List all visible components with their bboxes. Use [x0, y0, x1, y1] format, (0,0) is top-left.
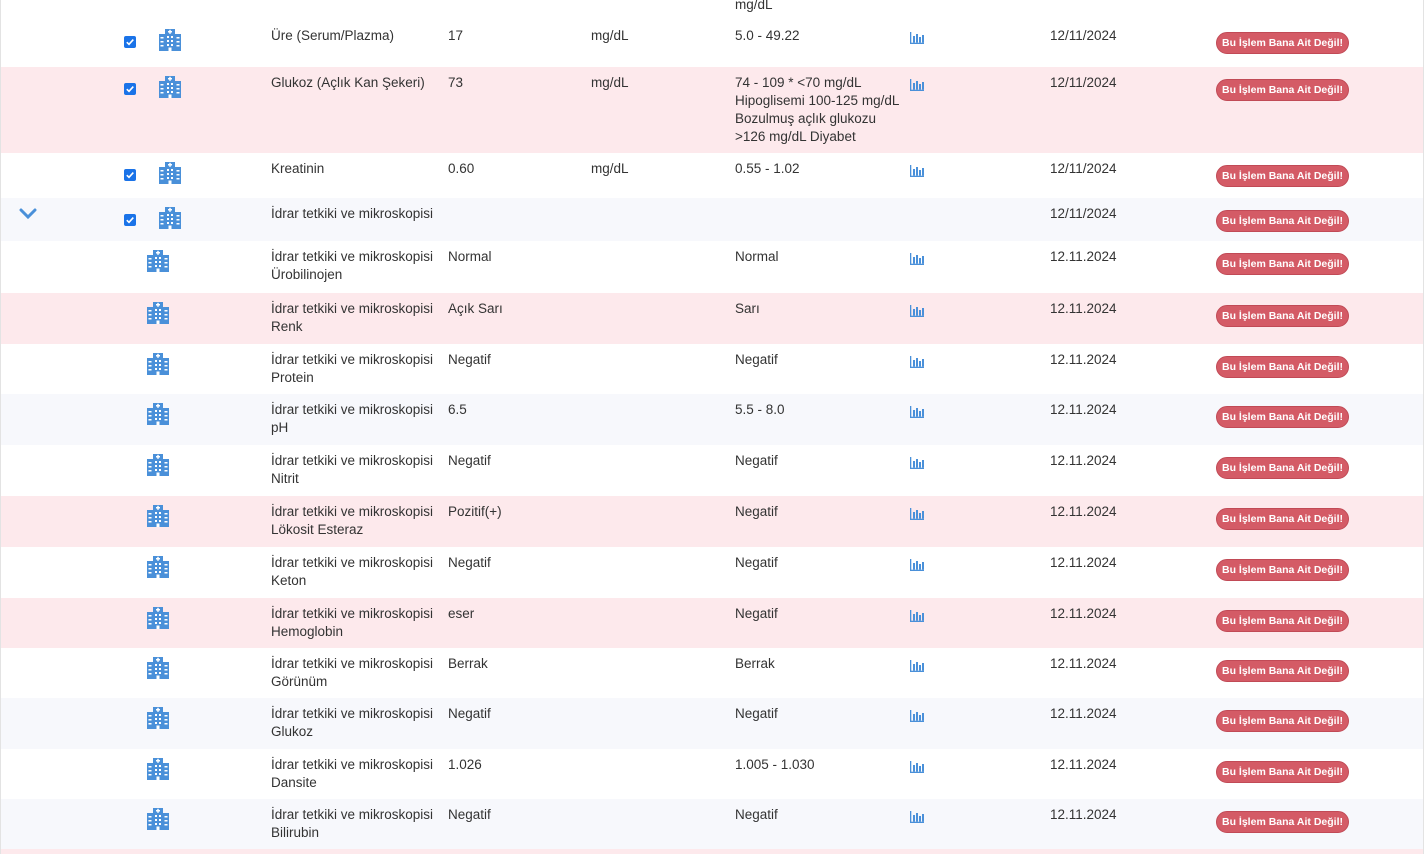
- hospital-building-icon: [146, 807, 170, 831]
- reference-range: Negatif: [735, 555, 778, 570]
- test-name: İdrar tetkiki ve mikroskopisi Ürobilinojen: [271, 249, 434, 282]
- reference-range: Berrak: [735, 656, 775, 671]
- result-value: 6.5: [448, 402, 467, 417]
- test-name: İdrar tetkiki ve mikroskopisi Bilirubin: [271, 807, 434, 840]
- result-value: eser: [448, 606, 475, 621]
- result-date: 12/11/2024: [1050, 161, 1117, 176]
- bar-chart-icon[interactable]: [910, 710, 924, 722]
- bar-chart-icon[interactable]: [910, 610, 924, 622]
- bar-chart-icon[interactable]: [910, 305, 924, 317]
- reference-range: Normal: [735, 249, 779, 264]
- reference-range: Negatif: [735, 706, 778, 721]
- reference-range: Negatif: [735, 606, 778, 621]
- hospital-building-icon: [158, 206, 182, 230]
- reference-range: 0.55 - 1.02: [735, 161, 800, 176]
- hospital-building-icon: [146, 656, 170, 680]
- test-name: İdrar tetkiki ve mikroskopisi Lökosit Esteraz: [271, 504, 434, 537]
- result-date: 12.11.2024: [1050, 301, 1117, 316]
- table-row-group: [1, 198, 1423, 241]
- test-name: İdrar tetkiki ve mikroskopisi Görünüm: [271, 656, 434, 689]
- test-name: Kreatinin: [271, 161, 325, 176]
- bar-chart-icon[interactable]: [910, 811, 924, 823]
- result-value: Negatif: [448, 555, 491, 570]
- result-date: 12.11.2024: [1050, 555, 1117, 570]
- row-checkbox[interactable]: [124, 83, 136, 95]
- test-name: İdrar tetkiki ve mikroskopisi Nitrit: [271, 453, 434, 486]
- row-checkbox[interactable]: [124, 169, 136, 181]
- hospital-building-icon: [146, 706, 170, 730]
- reference-range: 5.5 - 8.0: [735, 402, 785, 417]
- not-mine-button[interactable]: Bu İşlem Bana Ait Değil!: [1216, 356, 1349, 378]
- not-mine-button[interactable]: Bu İşlem Bana Ait Değil!: [1216, 811, 1349, 833]
- table-row: [1, 394, 1423, 445]
- reference-range: Negatif: [735, 807, 778, 822]
- result-value: Berrak: [448, 656, 488, 671]
- not-mine-button[interactable]: Bu İşlem Bana Ait Değil!: [1216, 165, 1349, 187]
- bar-chart-icon[interactable]: [910, 253, 924, 265]
- result-value: 1.026: [448, 757, 482, 772]
- result-date: 12.11.2024: [1050, 352, 1117, 367]
- table-row: [1, 698, 1423, 749]
- not-mine-button[interactable]: Bu İşlem Bana Ait Değil!: [1216, 660, 1349, 682]
- table-row: [1, 153, 1423, 198]
- hospital-building-icon: [146, 555, 170, 579]
- hospital-building-icon: [146, 352, 170, 376]
- test-name: İdrar tetkiki ve mikroskopisi pH: [271, 402, 434, 435]
- bar-chart-icon[interactable]: [910, 79, 924, 91]
- reference-range: mg/dL: [735, 0, 773, 12]
- hospital-building-icon: [146, 757, 170, 781]
- unit: mg/dL: [591, 75, 629, 90]
- hospital-building-icon: [146, 606, 170, 630]
- not-mine-button[interactable]: Bu İşlem Bana Ait Değil!: [1216, 761, 1349, 783]
- test-name: İdrar tetkiki ve mikroskopisi Protein: [271, 352, 434, 385]
- result-value: Açık Sarı: [448, 301, 503, 316]
- result-value: Normal: [448, 249, 492, 264]
- result-date: 12/11/2024: [1050, 206, 1117, 221]
- table-row: [1, 344, 1423, 394]
- test-name: İdrar tetkiki ve mikroskopisi: [271, 206, 434, 221]
- result-date: 12.11.2024: [1050, 504, 1117, 519]
- table-row: [1, 799, 1423, 849]
- result-date: 12.11.2024: [1050, 757, 1117, 772]
- not-mine-button[interactable]: Bu İşlem Bana Ait Değil!: [1216, 710, 1349, 732]
- result-value: 73: [448, 75, 464, 90]
- test-name: İdrar tetkiki ve mikroskopisi Hemoglobin: [271, 606, 434, 639]
- not-mine-button[interactable]: Bu İşlem Bana Ait Değil!: [1216, 559, 1349, 581]
- not-mine-button[interactable]: Bu İşlem Bana Ait Değil!: [1216, 508, 1349, 530]
- result-value: 0.60: [448, 161, 475, 176]
- row-checkbox[interactable]: [124, 214, 136, 226]
- table-row: [1, 749, 1423, 799]
- not-mine-button[interactable]: Bu İşlem Bana Ait Değil!: [1216, 610, 1349, 632]
- result-date: 12.11.2024: [1050, 706, 1117, 721]
- result-date: 12.11.2024: [1050, 249, 1117, 264]
- test-name: İdrar tetkiki ve mikroskopisi Dansite: [271, 757, 434, 790]
- table-row: [1, 20, 1423, 67]
- table-row: [1, 598, 1423, 648]
- result-value: Negatif: [448, 352, 491, 367]
- row-checkbox[interactable]: [124, 36, 136, 48]
- test-name: Üre (Serum/Plazma): [271, 28, 395, 43]
- hospital-building-icon: [146, 402, 170, 426]
- bar-chart-icon[interactable]: [910, 406, 924, 418]
- result-date: 12.11.2024: [1050, 606, 1117, 621]
- table-row: [1, 241, 1423, 293]
- bar-chart-icon[interactable]: [910, 761, 924, 773]
- unit: mg/dL: [591, 161, 629, 176]
- reference-range: 74 - 109 * <70 mg/dL Hipoglisemi 100-125 mg/dL Bozulmuş açlık glukozu >126 mg/dL Diyabet: [735, 75, 899, 144]
- table-row-partial: [1, 0, 1423, 20]
- table-row: [1, 67, 1423, 153]
- not-mine-button[interactable]: Bu İşlem Bana Ait Değil!: [1216, 305, 1349, 327]
- not-mine-button[interactable]: Bu İşlem Bana Ait Değil!: [1216, 457, 1349, 479]
- not-mine-button[interactable]: Bu İşlem Bana Ait Değil!: [1216, 210, 1349, 232]
- result-value: Negatif: [448, 706, 491, 721]
- result-date: 12/11/2024: [1050, 28, 1117, 43]
- unit: mg/dL: [591, 28, 629, 43]
- bar-chart-icon[interactable]: [910, 457, 924, 469]
- hospital-building-icon: [146, 301, 170, 325]
- table-row: [1, 547, 1423, 598]
- table-row: [1, 293, 1423, 344]
- not-mine-button[interactable]: Bu İşlem Bana Ait Değil!: [1216, 79, 1349, 101]
- hospital-building-icon: [146, 453, 170, 477]
- table-row: [1, 496, 1423, 547]
- bar-chart-icon[interactable]: [910, 165, 924, 177]
- hospital-building-icon: [158, 28, 182, 52]
- not-mine-button[interactable]: Bu İşlem Bana Ait Değil!: [1216, 253, 1349, 275]
- hospital-building-icon: [158, 75, 182, 99]
- test-name: İdrar tetkiki ve mikroskopisi Renk: [271, 301, 434, 334]
- test-name: İdrar tetkiki ve mikroskopisi Keton: [271, 555, 434, 588]
- bar-chart-icon[interactable]: [910, 508, 924, 520]
- table-row-partial: [1, 849, 1423, 854]
- bar-chart-icon[interactable]: [910, 32, 924, 44]
- reference-range: Negatif: [735, 352, 778, 367]
- result-date: 12.11.2024: [1050, 807, 1117, 822]
- hospital-building-icon: [158, 161, 182, 185]
- bar-chart-icon[interactable]: [910, 356, 924, 368]
- table-row: [1, 445, 1423, 496]
- test-name: İdrar tetkiki ve mikroskopisi Glukoz: [271, 706, 434, 739]
- expand-chevron-down-icon[interactable]: [19, 208, 37, 220]
- result-value: Pozitif(+): [448, 504, 502, 519]
- reference-range: Negatif: [735, 504, 778, 519]
- not-mine-button[interactable]: Bu İşlem Bana Ait Değil!: [1216, 32, 1349, 54]
- result-value: Negatif: [448, 453, 491, 468]
- result-date: 12/11/2024: [1050, 75, 1117, 90]
- test-name: Glukoz (Açlık Kan Şekeri): [271, 75, 425, 90]
- result-date: 12.11.2024: [1050, 453, 1117, 468]
- not-mine-button[interactable]: Bu İşlem Bana Ait Değil!: [1216, 406, 1349, 428]
- reference-range: Negatif: [735, 453, 778, 468]
- reference-range: 5.0 - 49.22: [735, 28, 800, 43]
- hospital-building-icon: [146, 504, 170, 528]
- table-row: [1, 648, 1423, 698]
- result-value: Negatif: [448, 807, 491, 822]
- result-date: 12.11.2024: [1050, 656, 1117, 671]
- bar-chart-icon[interactable]: [910, 660, 924, 672]
- result-date: 12.11.2024: [1050, 402, 1117, 417]
- result-value: 17: [448, 28, 464, 43]
- hospital-building-icon: [146, 249, 170, 273]
- bar-chart-icon[interactable]: [910, 559, 924, 571]
- reference-range: 1.005 - 1.030: [735, 757, 815, 772]
- reference-range: Sarı: [735, 301, 760, 316]
